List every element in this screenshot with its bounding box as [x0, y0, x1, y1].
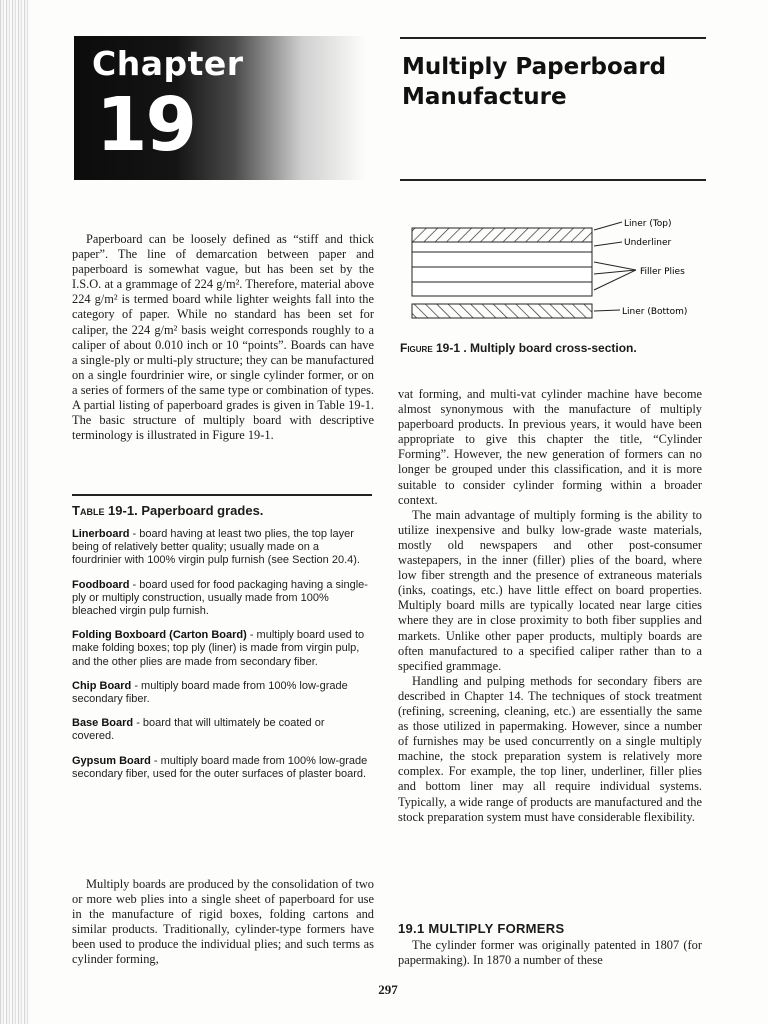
entry-term: Foodboard: [72, 578, 130, 591]
table-title: Paperboard grades.: [141, 503, 264, 518]
leader-line: [594, 310, 620, 311]
section-paragraph: The cylinder former was originally patented in 1807 (for papermaking). In 1870 a number of these: [398, 938, 702, 968]
figure-label: Filler Plies: [640, 267, 685, 277]
scan-edge-shadow: [0, 0, 30, 1024]
entry-term: Base Board: [72, 717, 134, 730]
top-liner-layer: [412, 228, 592, 242]
entry-definition: - multiply board used to make folding boxes; top ply (liner) is made from virgin pulp, and the other plies are made from secondary fiber.: [72, 629, 365, 668]
right-paragraph: The main advantage of multiply forming is the ability to utilize inexpensive and bulky low-grade waste materials, mostly old newspapers and other post-consumer wastepapers, in the inner (filler) plies of the board, where low fiber strength and the presence of extraneous materials (inks, coatings, etc.) have little effect on board properties. Multiply board mills are typically located near large cities where they are in close proximity to both fiber supplies and markets. Unlike other paper products, multiply boards are often manufactured to a specified caliper rather than to a specified grammage.: [398, 507, 702, 673]
filler-ply-3: [412, 282, 592, 296]
chapter-number: 19: [96, 82, 195, 168]
entry-term: Gypsum Board: [72, 754, 151, 767]
leader-line: [594, 262, 636, 270]
table-rule: [72, 494, 372, 496]
table-entry: [72, 717, 368, 743]
entry-definition: - board used for food packaging having a single-ply or multiply construction, usually made from 100% bleached virgin pulp furnish.: [72, 578, 368, 618]
table-entry: [72, 680, 368, 706]
multiply-boards-paragraph: Multiply boards are produced by the consolidation of two or more web plies into a single sheet of paperboard for use in the manufacture of rigid boxes, folding cartons and similar products. Traditionally, cylinder-type formers have been used to produce the individual plies; and such terms as cylinder forming,: [72, 877, 374, 967]
entry-term: Folding Boxboard (Carton Board): [72, 629, 247, 642]
figure-label: Liner (Bottom): [622, 307, 688, 317]
intro-column: [72, 232, 374, 443]
board-cross-section-figure: [410, 210, 710, 330]
figure-caption-text: Multiply board cross-section.: [470, 341, 637, 355]
leader-line: [594, 222, 622, 230]
table-label: Table 19-1.: [72, 503, 138, 518]
underliner-layer: [412, 242, 592, 252]
figure-label: Liner (Top): [624, 219, 672, 229]
figure-caption-label: Figure 19-1 .: [400, 341, 467, 355]
right-paragraph: Handling and pulping methods for secondary fibers are described in Chapter 14. The techniques of stock treatment (refining, screening, cleaning, etc.) are essentially the same as those utilized in papermaking. However, since a number of furnishes may be used concurrently on a single multiply machine, the stock preparation system is relatively more complex. For example, the top liner, underliner, filler plies and bottom liner may all require individual systems. Typically, a wide range of products are manufactured and the stock preparation system must have considerable flexibility.: [398, 673, 702, 824]
chapter-word: Chapter: [92, 44, 244, 83]
filler-ply-1: [412, 252, 592, 267]
table-entry: [72, 528, 368, 568]
left-bottom-column: [72, 877, 374, 968]
section-heading: 19.1 MULTIPLY FORMERS: [398, 921, 565, 936]
entry-term: Chip Board: [72, 679, 132, 692]
table-entry: [72, 755, 368, 781]
entry-definition: - multiply board made from 100% low-grade secondary fiber.: [72, 679, 348, 706]
figure-caption: [400, 341, 700, 355]
right-column: [398, 387, 702, 825]
entry-definition: - multiply board made from 100% low-grade secondary fiber, used for the outer surfaces of plaster board.: [72, 754, 368, 780]
page-title: Multiply Paperboard Manufacture: [402, 54, 667, 110]
grades-table: [72, 528, 368, 792]
entry-definition: - board that will ultimately be coated or covered.: [72, 717, 325, 743]
right-paragraph: vat forming, and multi-vat cylinder machine have become almost synonymous with the manufacture of multiply paperboard products. In previous years, it would have been appropriate to give this chapter the title, “Cylinder Forming”. However, the new generation of formers can no longer be grouped under this classification, and it is more suitable to consider cylinder forming within a broader context.: [398, 387, 702, 507]
bottom-liner-layer: [412, 304, 592, 318]
page-number: 297: [378, 982, 398, 997]
table-entry: [72, 629, 368, 669]
chapter-banner: [74, 36, 366, 180]
section-column: [398, 938, 702, 968]
table-caption: [72, 503, 372, 518]
title-rule-top: [400, 37, 706, 39]
title-rule-bottom: [400, 179, 706, 181]
entry-definition: - board having at least two plies, the top layer being of relatively better quality; usually made on a fourdrinier with 100% virgin pulp furnish (see Section 20.4).: [72, 528, 360, 567]
entry-term: Linerboard: [72, 528, 130, 540]
leader-line: [594, 242, 622, 246]
table-entry: [72, 579, 368, 619]
figure-label: Underliner: [624, 238, 672, 248]
filler-ply-2: [412, 267, 592, 282]
intro-paragraph: Paperboard can be loosely defined as “stiff and thick paper”. The line of demarcation between paper and paperboard is somewhat vague, but has been set by the I.S.O. at a grammage of 224 g/m². Therefore, material above 224 g/m² is termed board while lighter weights fall into the category of paper. While no standard has been set for caliper, the 224 g/m² basis weight corresponds roughly to a caliper of about 0.010 inch or 10 “points”. Boards can have a single-ply or multi-ply structure; they can be manufactured on a single fourdrinier wire, or single cylinder former, or on a series of formers of the same type or combination of types. A partial listing of paperboard grades is given in Table 19-1. The basic structure of multiply board with descriptive terminology is illustrated in Figure 19-1.: [72, 232, 374, 443]
